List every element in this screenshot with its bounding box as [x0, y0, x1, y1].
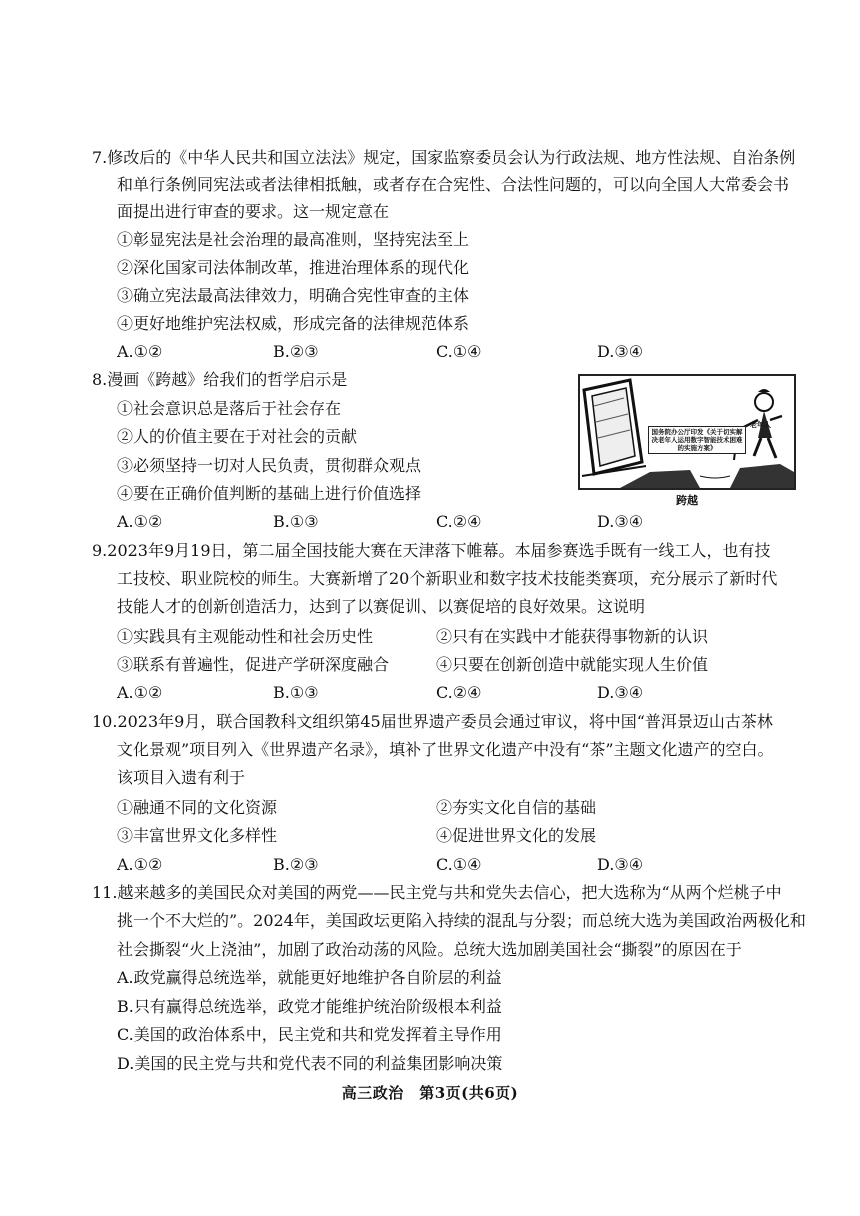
question-9-stem-line-1: 9.2023年9月19日，第二届全国技能大赛在天津落下帷幕。本届参赛选手既有一线工人，也有技: [92, 541, 771, 560]
cartoon-sign-text: 国务院办公厅印发《关于切实解决老年人运用数字智能技术困难的实施方案》: [648, 426, 746, 454]
question-10-statement-3: ③丰富世界文化多样性: [117, 826, 278, 845]
question-7-statement-3: ③确立宪法最高法律效力，明确合宪性审查的主体: [117, 286, 470, 305]
question-10-statement-1: ①融通不同的文化资源: [117, 798, 278, 817]
phone-drawing: [582, 380, 646, 476]
question-11-choice-d[interactable]: D.美国的民主党与共和党代表不同的利益集团影响决策: [117, 1054, 503, 1073]
option-d[interactable]: D.③④: [597, 683, 644, 702]
question-10-stem-line-1: 10.2023年9月，联合国教科文组织第45届世界遗产委员会通过审议，将中国“普洱景迈山古茶林: [92, 712, 773, 731]
page-footer: 高三政治 第3页(共6页): [341, 1084, 519, 1102]
option-a[interactable]: A.①②: [117, 512, 163, 531]
option-a[interactable]: A.①②: [117, 855, 163, 874]
option-d[interactable]: D.③④: [597, 855, 644, 874]
question-9-statement-2: ②只有在实践中才能获得事物新的认识: [436, 627, 709, 646]
question-11-stem-line-3: 社会撕裂“火上浇油”，加剧了政治动荡的风险。总统大选加剧美国社会“撕裂”的原因在于: [117, 940, 742, 959]
question-11-stem-line-2: 挑一个不大烂的”。2024年，美国政坛更陷入持续的混乱与分裂；而总统大选为美国政治两极化和: [117, 911, 806, 930]
question-7-stem-line-3: 面提出进行审查的要求。这一规定意在: [117, 202, 390, 221]
question-8-statement-1: ①社会意识总是落后于社会存在: [117, 399, 342, 418]
question-7-statement-1: ①彰显宪法是社会治理的最高准则，坚持宪法至上: [117, 230, 470, 249]
option-c[interactable]: C.①④: [436, 855, 482, 874]
option-b[interactable]: B.①③: [273, 512, 319, 531]
question-10-statement-4: ④促进世界文化的发展: [436, 826, 597, 845]
option-c[interactable]: C.①④: [436, 342, 482, 361]
option-b[interactable]: B.①③: [273, 683, 319, 702]
question-10-stem-line-3: 该项目入遗有利于: [117, 768, 246, 787]
question-10-stem-line-2: 文化景观”项目列入《世界遗产名录》，填补了世界文化遗产中没有“茶”主题文化遗产的空白。: [117, 740, 774, 759]
question-9-statement-4: ④只要在创新创造中就能实现人生价值: [436, 655, 709, 674]
option-d[interactable]: D.③④: [597, 512, 644, 531]
question-9-stem-line-2: 工技校、职业院校的师生。大赛新增了20个新职业和数字技术技能类赛项，充分展示了新时代: [117, 569, 778, 588]
cartoon-crossing: [578, 374, 796, 490]
option-b[interactable]: B.②③: [273, 855, 319, 874]
question-7-stem-line-2: 和单行条例同宪法或者法律相抵触，或者存在合宪性、合法性问题的，可以向全国人大常委会书: [117, 175, 790, 194]
question-11-choice-a[interactable]: A.政党赢得总统选举，就能更好地维护各自阶层的利益: [117, 968, 502, 987]
question-9-statement-1: ①实践具有主观能动性和社会历史性: [117, 627, 374, 646]
question-8-stem-line-1: 8.漫画《跨越》给我们的哲学启示是: [92, 370, 348, 389]
option-c[interactable]: C.②④: [436, 683, 482, 702]
question-11-stem-line-1: 11.越来越多的美国民众对美国的两党——民主党与共和党失去信心，把大选称为“从两个烂桃子中: [92, 883, 782, 902]
option-c[interactable]: C.②④: [436, 512, 482, 531]
cliff-drawing: [620, 464, 794, 488]
question-8-statement-4: ④要在正确价值判断的基础上进行价值选择: [117, 484, 422, 503]
question-11-choice-b[interactable]: B.只有赢得总统选举，政党才能维护统治阶级根本利益: [117, 997, 502, 1016]
question-10-statement-2: ②夯实文化自信的基础: [436, 798, 597, 817]
question-7-statement-2: ②深化国家司法体制改革，推进治理体系的现代化: [117, 258, 470, 277]
cartoon-caption: 跨越: [676, 494, 698, 507]
question-8-statement-3: ③必须坚持一切对人民负责，贯彻群众观点: [117, 456, 422, 475]
question-11-choice-c[interactable]: C.美国的政治体系中，民主党和共和党发挥着主导作用: [117, 1025, 502, 1044]
question-7-statement-4: ④更好地维护宪法权威，形成完备的法律规范体系: [117, 314, 470, 333]
cartoon-figure-label: 老年人: [750, 421, 771, 429]
option-d[interactable]: D.③④: [597, 342, 644, 361]
question-7-stem-line-1: 7.修改后的《中华人民共和国立法法》规定，国家监察委员会认为行政法规、地方性法规、自治条例: [92, 148, 796, 167]
question-8-statement-2: ②人的价值主要在于对社会的贡献: [117, 427, 358, 446]
option-a[interactable]: A.①②: [117, 342, 163, 361]
option-a[interactable]: A.①②: [117, 683, 163, 702]
option-b[interactable]: B.②③: [273, 342, 319, 361]
question-9-stem-line-3: 技能人才的创新创造活力，达到了以赛促训、以赛促培的良好效果。这说明: [117, 597, 646, 616]
question-9-statement-3: ③联系有普遍性，促进产学研深度融合: [117, 655, 390, 674]
